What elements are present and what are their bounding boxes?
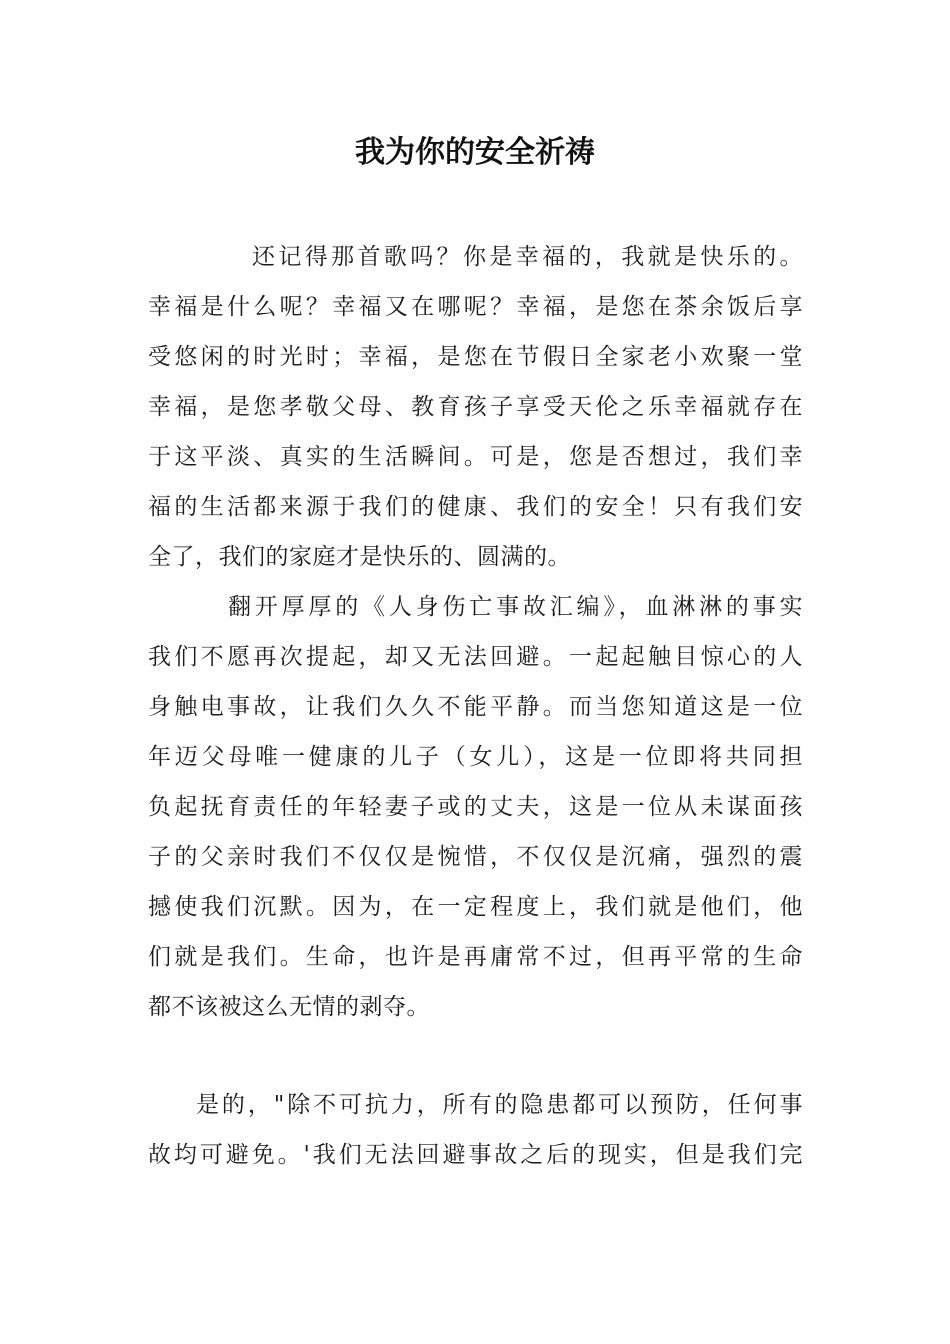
paragraph-2-line-4: 年迈父母唯一健康的儿子（女儿），这是一位即将共同担 — [148, 744, 803, 770]
paragraph-2-line-7: 撼使我们沉默。因为，在一定程度上，我们就是他们，他 — [148, 894, 803, 920]
paragraph-2-line-2: 我们不愿再次提起，却又无法回避。一起起触目惊心的人 — [148, 644, 803, 670]
paragraph-2-line-5: 负起抚育责任的年轻妻子或的丈夫，这是一位从未谋面孩 — [148, 794, 803, 820]
paragraph-1-line-2: 幸福是什么呢？幸福又在哪呢？幸福，是您在茶余饭后享 — [148, 294, 803, 320]
document-title: 我为你的安全祈祷 — [355, 135, 595, 170]
paragraph-1-line-4: 幸福，是您孝敬父母、教育孩子享受天伦之乐幸福就存在 — [148, 394, 803, 420]
paragraph-1-line-7: 全了，我们的家庭才是快乐的、圆满的。 — [148, 544, 571, 570]
paragraph-1-line-5: 于这平淡、真实的生活瞬间。可是，您是否想过，我们幸 — [148, 444, 803, 470]
paragraph-1-line-3: 受悠闲的时光时；幸福，是您在节假日全家老小欢聚一堂 — [148, 344, 803, 370]
paragraph-2-line-6: 子的父亲时我们不仅仅是惋惜，不仅仅是沉痛，强烈的震 — [148, 844, 803, 870]
paragraph-2-line-3: 身触电事故，让我们久久不能平静。而当您知道这是一位 — [148, 694, 803, 720]
paragraph-1-line-1: 还记得那首歌吗？你是幸福的，我就是快乐的。 — [252, 244, 803, 270]
paragraph-1-line-6: 福的生活都来源于我们的健康、我们的安全！只有我们安 — [148, 494, 803, 520]
paragraph-2-line-1: 翻开厚厚的《人身伤亡事故汇编》，血淋淋的事实 — [228, 594, 803, 620]
paragraph-3-line-1: 是的，"除不可抗力，所有的隐患都可以预防，任何事 — [196, 1092, 803, 1118]
paragraph-2-line-8: 们就是我们。生命，也许是再庸常不过，但再平常的生命 — [148, 944, 803, 970]
paragraph-3-line-2: 故均可避免。'我们无法回避事故之后的现实，但是我们完 — [148, 1142, 803, 1168]
paragraph-2-line-9: 都不该被这么无情的剥夺。 — [148, 994, 430, 1020]
